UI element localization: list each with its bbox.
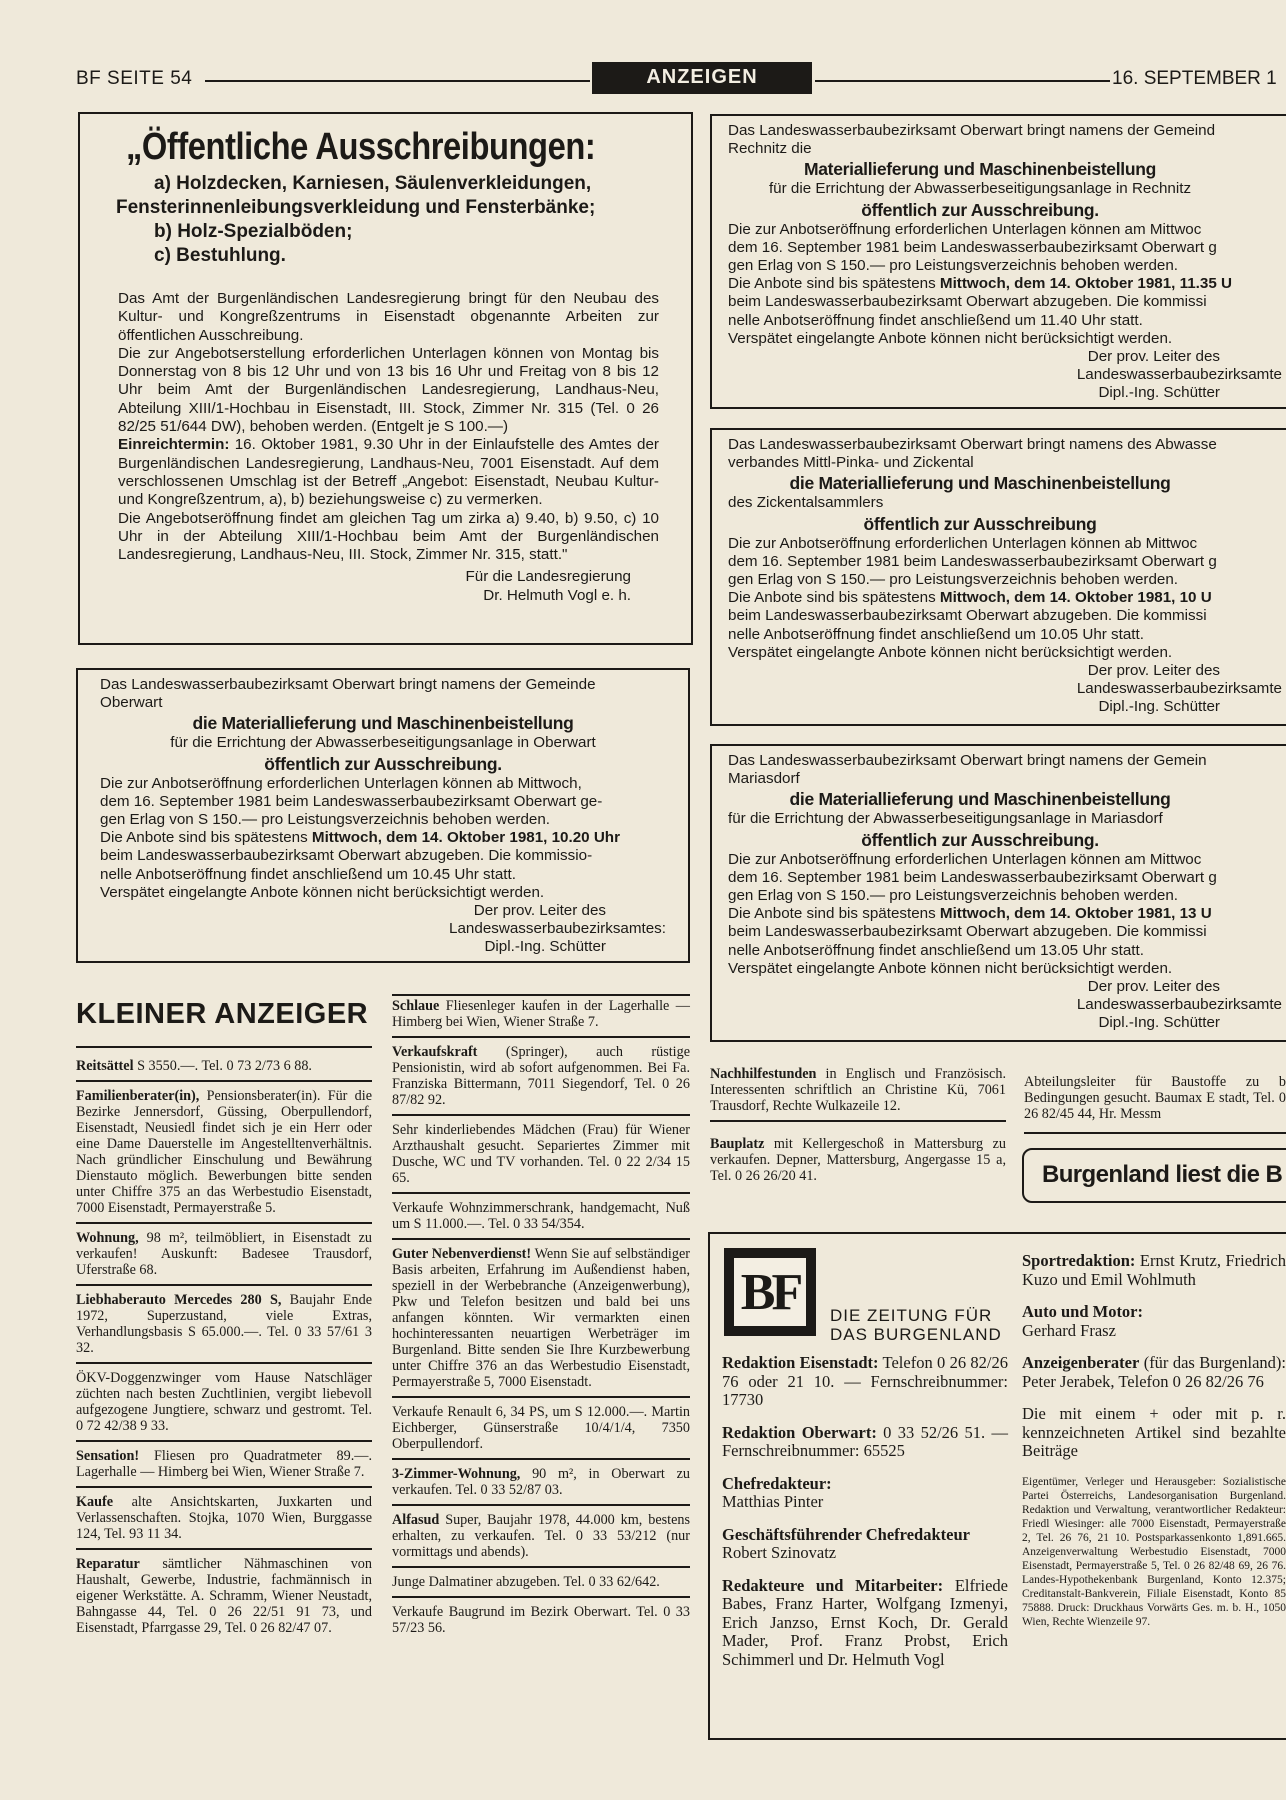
ad-text: Fliesen pro Quadratmeter 89.—. Lagerhalle — Himberg bei Wien, Wiener Straße 7. xyxy=(76,1448,372,1480)
bf-logo: BF xyxy=(732,1256,808,1328)
ad-text: Verkaufe Baugrund im Bezirk Oberwart. Tel. 0 33 57/23 56. xyxy=(392,1604,690,1636)
ad-deadline xyxy=(728,275,1272,293)
ad-headline: Materiallieferung und Maschinenbeistellung xyxy=(803,159,1157,180)
classified-ad xyxy=(710,1122,1006,1190)
ad-line: dem 16. September 1981 beim Landeswasserbaubezirksamt Oberwart g xyxy=(728,868,1217,886)
classified-ad xyxy=(76,1488,372,1550)
ad-intro: Oberwart xyxy=(100,694,163,712)
impressum-label: Redaktion Oberwart: xyxy=(722,1422,877,1442)
ad-purpose: für die Errichtung der Abwasserbeseitigungsanlage in Oberwart xyxy=(170,734,596,752)
ad-line: Die Anbote sind bis spätestens xyxy=(728,905,940,923)
ad-intro: Das Landeswasserbaubezirksamt Oberwart bringt namens der Gemein xyxy=(728,752,1207,769)
ad-text: Verkaufe Wohnzimmerschrank, handgemacht, Nuß um S 11.000.—. Tel. 0 33 54/354. xyxy=(392,1200,690,1232)
signature-line: Landeswasserbaubezirksamte xyxy=(1076,996,1282,1014)
main-ad-subtitles xyxy=(116,172,659,268)
classified-ad xyxy=(392,1506,690,1568)
header-rule-left xyxy=(205,80,590,82)
classified-ad xyxy=(392,1116,690,1194)
classified-ad xyxy=(392,1398,690,1460)
ad-deadline xyxy=(728,589,1272,607)
ad-line: Die zur Anbotseröffnung erforderlichen Unterlagen können am Mittwoc xyxy=(728,850,1202,868)
subtitle-b: b) Holz-Spezialböden; xyxy=(154,221,353,242)
ad-keyword: Reitsättel xyxy=(76,1058,134,1074)
impressum-text: Telefon 0 26 82/26 76 oder 21 10. — Fernschreibnummer: 17730 xyxy=(722,1353,1008,1409)
paragraph xyxy=(118,436,659,509)
signature-line: Für die Landesregierung xyxy=(465,568,631,586)
classified-ad xyxy=(392,1568,690,1598)
ad-text: Super, Baujahr 1978, 44.000 km, bestens erhalten, zu verkaufen. Tel. 0 33 53/212 (nur vormittags und abends). xyxy=(392,1512,690,1560)
ad-text: mit Kellergeschoß in Mattersburg zu verkaufen. Depner, Mattersburg, Angergasse 15 a, Tel. 0 26 26/20 41. xyxy=(710,1136,1006,1184)
ad-deadline-date: Mittwoch, dem 14. Oktober 1981, 13 U xyxy=(939,905,1212,923)
impressum-label: Anzeigenberater xyxy=(1022,1353,1140,1372)
classified-ad xyxy=(76,1082,372,1224)
ad-keyword: Kaufe xyxy=(76,1494,114,1510)
classified-ad xyxy=(392,1194,690,1240)
ad-line: Die Anbote sind bis spätestens xyxy=(728,589,940,607)
main-tender-ad xyxy=(78,112,693,645)
ad-text: Pensionsberater(in). Für die Bezirke Jennersdorf, Güssing, Oberpullendorf, Eisenstadt, Neusiedl findet sich je ein Herr oder eine Dame Dauerstelle im Angestelltenverhältnis. Nach gründlicher Einschulung und Bewährung Dienstauto möglich. Bewerbungen bitte senden unter Chiffre 375 an das Werbestudio Eisenstadt, 7000 Eisenstadt, Permayerstraße 5. xyxy=(76,1088,372,1216)
label: Einreichtermin: xyxy=(118,436,230,454)
impressum-left xyxy=(722,1354,1008,1683)
impressum-label: Redakteure und Mitarbeiter: xyxy=(722,1575,944,1595)
classified-ad xyxy=(76,1550,372,1642)
ad-line: gen Erlag von S 150.— pro Leistungsverzeichnis behoben werden. xyxy=(100,811,551,829)
subtitle-c: c) Bestuhlung. xyxy=(154,245,286,266)
impressum-entry xyxy=(1022,1303,1286,1340)
signature-name: Dr. Helmuth Vogl e. h. xyxy=(483,586,631,604)
impressum-text: (für das Burgenland): Peter Jerabek, Telefon 0 26 82/26 76 xyxy=(1022,1353,1286,1391)
signature xyxy=(118,568,631,605)
divider xyxy=(76,1046,372,1048)
classified-ad xyxy=(76,1442,372,1488)
ad-text: 98 m², teilmöbliert, in Eisenstadt zu verkaufen! Auskunft: Badesee Trausdorf, Uferstraße 68. xyxy=(76,1230,372,1278)
ad-line: Verspätet eingelangte Anbote können nicht berücksichtigt werden. xyxy=(728,643,1173,661)
classified-ad xyxy=(710,1066,1006,1122)
ad-line: nelle Anbotseröffnung findet anschließend um 10.45 Uhr statt. xyxy=(100,865,516,883)
impressum-text: Ernst Krutz, Friedrich Kuzo und Emil Wohlmuth xyxy=(1022,1251,1286,1289)
page-date: 16. SEPTEMBER 1 xyxy=(1112,68,1277,89)
main-ad-body xyxy=(118,290,659,605)
ad-line: nelle Anbotseröffnung findet anschließend um 10.05 Uhr statt. xyxy=(728,625,1144,643)
impressum-text: Matthias Pinter xyxy=(722,1492,824,1511)
signature-line: Landeswasserbaubezirksamtes: xyxy=(449,920,666,938)
ad-purpose: für die Errichtung der Abwasserbeseitigungsanlage in Rechnitz xyxy=(768,180,1192,198)
ad-headline: die Materiallieferung und Maschinenbeistellung xyxy=(789,473,1171,494)
ad-text: (Springer), auch rüstige Pensionistin, wird ab sofort aufgenommen. Bei Fa. Franziska Bittermann, 7011 Siegendorf, Tel. 0 26 87/82 92. xyxy=(392,1044,690,1108)
ad-keyword: 3-Zimmer-Wohnung, xyxy=(392,1466,521,1482)
ad-line: nelle Anbotseröffnung findet anschließend um 13.05 Uhr statt. xyxy=(728,941,1144,959)
ad-intro: Das Landeswasserbaubezirksamt Oberwart bringt namens der Gemeind xyxy=(728,122,1216,139)
ad-keyword: Nachhilfestunden xyxy=(710,1066,817,1082)
ad-purpose: des Zickentalsammlers xyxy=(728,494,884,512)
impressum-entry xyxy=(1022,1405,1286,1461)
paragraph: Das Amt der Burgenländischen Landesregierung bringt für den Neubau des Kultur- und Kongreßzentrums in Eisenstadt obgenannte Arbeiten zur öffentlichen Ausschreibung. xyxy=(118,290,659,344)
ad-keyword: Familienberater(in), xyxy=(76,1088,200,1104)
ad-text: Sehr kinderliebendes Mädchen (Frau) für Wiener Arzthaushalt gesucht. Separiertes Zimmer mit Dusche, WC und TV vorhanden. Tel. 0 22 2/34 15 65. xyxy=(392,1122,690,1186)
impressum-label: Sportredaktion: xyxy=(1022,1251,1136,1270)
ad-line: gen Erlag von S 150.— pro Leistungsverzeichnis behoben werden. xyxy=(728,571,1179,589)
ad-line: beim Landeswasserbaubezirksamt Oberwart abzugeben. Die kommissi xyxy=(728,293,1207,311)
ad-intro: Rechnitz die xyxy=(728,140,812,158)
impressum-label: Chefredakteur: xyxy=(722,1473,832,1493)
header-rule-right xyxy=(815,80,1110,82)
ad-deadline-date: Mittwoch, dem 14. Oktober 1981, 11.35 U xyxy=(939,275,1232,293)
ad-keyword: Schlaue xyxy=(392,998,440,1014)
signature-line: Landeswasserbaubezirksamte xyxy=(1076,366,1282,384)
ad-text: alte Ansichtskarten, Juxkarten und Verlassenschaften. Stojka, 1070 Wien, Burggasse 124, Tel. 93 11 34. xyxy=(76,1494,372,1542)
ad-keyword: Bauplatz xyxy=(710,1136,765,1152)
paragraph: Die zur Angebotserstellung erforderlichen Unterlagen können von Montag bis Donnerstag von 8 bis 12 Uhr und von 13 bis 16 Uhr und Freitag von 8 bis 12 Uhr beim Amt der Burgenländischen Landesregierung, Landhaus-Neu, Abteilung XIII/1-Hochbau in Eisenstadt, III. Stock, Zimmer Nr. 315 (Tel. 0 26 82/25 51/644 DW), behoben werden. (Entgelt je S 100.—) xyxy=(118,344,659,436)
tender-ad-mariasdorf xyxy=(710,744,1286,1042)
classified-ad xyxy=(392,1240,690,1398)
ad-line: Die Anbote sind bis spätestens xyxy=(728,275,940,293)
impressum-label: Redaktion Eisenstadt: xyxy=(722,1353,879,1372)
signature-line: Landeswasserbaubezirksamte xyxy=(1076,680,1282,698)
ad-keyword: Sensation! xyxy=(76,1448,140,1464)
tender-ad-zickental xyxy=(710,428,1286,726)
ad-line: Die zur Anbotseröffnung erforderlichen Unterlagen können ab Mittwoc xyxy=(728,534,1198,552)
signature-name: Dipl.-Ing. Schütter xyxy=(1098,384,1220,402)
ad-text: Verkaufe Renault 6, 34 PS, um S 12.000.—. Martin Eichberger, Günserstraße 10/4/1/4, 7350 Oberpullendorf. xyxy=(392,1404,690,1452)
ad-deadline xyxy=(728,905,1272,923)
impressum-entry xyxy=(1022,1354,1286,1391)
ad-line: dem 16. September 1981 beim Landeswasserbaubezirksamt Oberwart g xyxy=(728,238,1217,256)
ad-text: sämtlicher Nähmaschinen von Haushalt, Gewerbe, Industrie, fachmännisch in eigener Werkstätte. A. Schramm, Wiener Neustadt, Bahngasse 44, Tel. 0 26 22/51 91 73, und Eisenstadt, Pfarrgasse 29, Tel. 0 26 82/47 07. xyxy=(76,1556,372,1636)
ad-text: ÖKV-Doggenzwinger vom Hause Natschläger züchten nach besten Zuchtlinien, vergibt liebevoll aufgezogene Jungtiere, schwarz und gestromt. Tel. 0 72 42/38 9 33. xyxy=(76,1370,372,1434)
section-badge: ANZEIGEN xyxy=(592,62,812,94)
ad-deadline xyxy=(100,829,666,847)
ad-headline: öffentlich zur Ausschreibung xyxy=(863,513,1097,534)
ad-line: beim Landeswasserbaubezirksamt Oberwart abzugeben. Die kommissi xyxy=(728,607,1207,625)
newspaper-tagline xyxy=(830,1306,1002,1344)
ad-text: Baujahr Ende 1972, Superzustand, viele Extras, Verhandlungsbasis S 65.000.—. Tel. 0 33 57/61 3 32. xyxy=(76,1292,372,1356)
impressum-text: Die mit einem + oder mit p. r. kennzeichneten Artikel sind bezahlte Beiträge xyxy=(1022,1404,1286,1460)
ad-keyword: Wohnung, xyxy=(76,1230,139,1246)
ad-headline: die Materiallieferung und Maschinenbeistellung xyxy=(789,789,1171,810)
paragraph: Die Angebotseröffnung findet am gleichen Tag um zirka a) 9.40, b) 9.50, c) 10 Uhr in der Abteilung XIII/1-Hochbau beim Amt der Burgenländischen Landesregierung, Landhaus-Neu, III. Stock, Zimmer Nr. 315, statt." xyxy=(118,509,659,564)
ad-line: dem 16. September 1981 beim Landeswasserbaubezirksamt Oberwart g xyxy=(728,552,1217,570)
ad-text: Junge Dalmatiner abzugeben. Tel. 0 33 62/642. xyxy=(392,1574,660,1590)
classified-ad xyxy=(1024,1074,1286,1134)
impressum-right xyxy=(1022,1252,1286,1629)
impressum-entry xyxy=(722,1526,1008,1563)
tagline-line: DIE ZEITUNG FÜR xyxy=(830,1306,993,1325)
ad-line: beim Landeswasserbaubezirksamt Oberwart abzugeben. Die kommissi xyxy=(728,923,1207,941)
classified-ad xyxy=(76,1058,372,1082)
classifieds-column-4 xyxy=(1024,1074,1286,1134)
ad-deadline-date: Mittwoch, dem 14. Oktober 1981, 10 U xyxy=(939,589,1212,607)
classified-ad xyxy=(392,998,690,1038)
ad-keyword: Alfasud xyxy=(392,1512,440,1528)
impressum-text: 0 33 52/26 51. — Fernschreibnummer: 65525 xyxy=(722,1422,1008,1460)
ad-line: Die zur Anbotseröffnung erforderlichen Unterlagen können ab Mittwoch, xyxy=(100,774,582,792)
classified-ad xyxy=(392,1038,690,1116)
subtitle-a: a) Holzdecken, Karniesen, Säulenverkleidungen, xyxy=(154,173,592,194)
ad-intro: Das Landeswasserbaubezirksamt Oberwart bringt namens des Abwasse xyxy=(728,436,1217,453)
paragraph-text: 16. Oktober 1981, 9.30 Uhr in der Einlaufstelle des Amtes der Burgenländischen Landesregierung, Landhaus-Neu, 7001 Eisenstadt. Auf dem verschlossenen Umschlag ist der Betreff „Angebot: Eisenstadt, Neubau Kultur- und Kongreßzentrum, a), b) beziehungsweise c) zu vermerken. xyxy=(118,436,659,509)
ad-line: nelle Anbotseröffnung findet anschließend um 11.40 Uhr statt. xyxy=(728,311,1143,329)
ad-text: in Englisch und Französisch. Interessenten schriftlich an Christine Kü, 7061 Trausdorf, Rechte Wulkazeile 12. xyxy=(710,1066,1006,1114)
ad-text: 90 m², in Oberwart zu verkaufen. Tel. 0 33 52/87 03. xyxy=(392,1466,690,1498)
impressum-text: Elfriede Babes, Franz Harter, Wolfgang Izmenyi, Erich Janzso, Ernst Koch, Dr. Gerald Mader, Prof. Franz Probst, Erich Schimmerl und Dr. Helmuth Vogl xyxy=(722,1575,1008,1669)
impressum-label: Auto und Motor: xyxy=(1022,1302,1144,1321)
ad-line: Verspätet eingelangte Anbote können nicht berücksichtigt werden. xyxy=(728,329,1173,347)
signature-name: Dipl.-Ing. Schütter xyxy=(1098,1014,1220,1032)
impressum-label: Geschäftsführender Chefredakteur xyxy=(722,1524,970,1544)
ad-headline: öffentlich zur Ausschreibung. xyxy=(264,753,502,774)
tagline-line: DAS BURGENLAND xyxy=(830,1325,1002,1344)
classifieds-column-2 xyxy=(392,998,690,1642)
impressum-entry xyxy=(722,1354,1008,1410)
ad-line: Die zur Anbotseröffnung erforderlichen Unterlagen können am Mittwoc xyxy=(728,220,1202,238)
signature-line: Der prov. Leiter des xyxy=(1087,662,1220,680)
classified-ad xyxy=(392,1460,690,1506)
ad-line: gen Erlag von S 150.— pro Leistungsverzeichnis behoben werden. xyxy=(728,887,1179,905)
impressum-entry xyxy=(1022,1252,1286,1289)
classified-ad xyxy=(392,1598,690,1642)
burgenland-promo: Burgenland liest die B xyxy=(1022,1148,1286,1203)
ad-text: S 3550.—. Tel. 0 73 2/73 6 88. xyxy=(133,1058,312,1074)
publisher-info: Eigentümer, Verleger und Herausgeber: Sozialistische Partei Österreichs, Landesorganisation Burgenland. Redaktion und Verwaltung, verantwortlicher Redakteur: Friedl Wiesinger: alle 7000 Eisenstadt, Permayerstraße 2, Tel. 26 76, 21 10. Postsparkassenkonto 1,891.665. Anzeigenverwaltung Werbestudio Eisenstadt, 7000 Eisenstadt, Permayerstraße 5, Tel. 0 26 82/48 69, 26 76. Landes-Hypothekenbank Burgenland, Konto 12.375; Creditanstalt-Bankverein, Filiale Eisenstadt, Konto 85 75888. Druck: Druckhaus Vorwärts Ges. m. b. H., 1050 Wien, Rechte Wienzeile 97. xyxy=(1022,1475,1286,1628)
signature-line: Der prov. Leiter des xyxy=(1087,348,1220,366)
impressum-text: Gerhard Frasz xyxy=(1022,1320,1116,1340)
impressum-entry xyxy=(722,1424,1008,1461)
ad-keyword: Guter Nebenverdienst! xyxy=(392,1246,532,1262)
main-ad-title: „Öffentliche Ausschreibungen: xyxy=(126,126,596,168)
ad-deadline-date: Mittwoch, dem 14. Oktober 1981, 10.20 Uhr xyxy=(311,829,620,847)
signature-line: Der prov. Leiter des xyxy=(1087,978,1220,996)
signature-name: Dipl.-Ing. Schütter xyxy=(1098,698,1220,716)
classifieds-column-3 xyxy=(710,1066,1006,1190)
signature-name: Dipl.-Ing. Schütter xyxy=(484,938,606,956)
impressum-entry xyxy=(722,1577,1008,1670)
ad-intro: Mariasdorf xyxy=(728,770,800,788)
ad-line: Die Anbote sind bis spätestens xyxy=(100,829,312,847)
ad-text: Wenn Sie auf selbständiger Basis arbeiten, Erfahrung im Außendienst haben, speziell in der Werbebranche (Anzeigenwerbung), Pkw und Telefon besitzen und bald bei uns anfangen könnten. Wir vermarkten einen hochinteressanten neuartigen Werbeträger im Burgenland. Bitte senden Sie Ihre Kurzbewerbung unter Chiffre 376 an das Werbestudio Eisenstadt, Permayerstraße 5, 7000 Eisenstadt. xyxy=(392,1246,690,1390)
tender-ad-rechnitz xyxy=(710,114,1286,409)
ad-headline: die Materiallieferung und Maschinenbeistellung xyxy=(192,713,574,734)
ad-line: beim Landeswasserbaubezirksamt Oberwart abzugeben. Die kommissio- xyxy=(100,847,593,865)
ad-line: Verspätet eingelangte Anbote können nicht berücksichtigt werden. xyxy=(728,959,1173,977)
classifieds-title: KLEINER ANZEIGER xyxy=(76,998,369,1030)
ad-text: Abteilungsleiter für Baustoffe zu b Bedingungen gesucht. Baumax E stadt, Tel. 0 26 82/45 44, Hr. Messm xyxy=(1024,1074,1286,1122)
ad-keyword: Reparatur xyxy=(76,1556,140,1572)
signature-line: Der prov. Leiter des xyxy=(473,902,606,920)
impressum-entry xyxy=(722,1475,1008,1512)
ad-keyword: Verkaufskraft xyxy=(392,1044,478,1060)
ad-line: dem 16. September 1981 beim Landeswasserbaubezirksamt Oberwart ge- xyxy=(100,792,603,810)
tender-ad-oberwart xyxy=(76,668,690,963)
ad-intro: verbandes Mittl-Pinka- und Zickental xyxy=(728,454,974,472)
page-label: BF SEITE 54 xyxy=(76,68,193,89)
classified-ad xyxy=(76,1224,372,1286)
subtitle-a2: Fensterinnenleibungsverkleidung und Fensterbänke; xyxy=(116,197,596,218)
classifieds-column-1 xyxy=(76,1058,372,1642)
ad-line: Verspätet eingelangte Anbote können nicht berücksichtigt werden. xyxy=(100,883,545,901)
ad-intro: Das Landeswasserbaubezirksamt Oberwart bringt namens der Gemeinde xyxy=(100,676,596,693)
ad-line: gen Erlag von S 150.— pro Leistungsverzeichnis behoben werden. xyxy=(728,257,1179,275)
classified-ad xyxy=(76,1286,372,1364)
impressum-text: Robert Szinovatz xyxy=(722,1543,837,1562)
ad-headline: öffentlich zur Ausschreibung. xyxy=(861,199,1099,220)
ad-headline: öffentlich zur Ausschreibung. xyxy=(861,829,1099,850)
ad-text: Fliesenleger kaufen in der Lagerhalle — Himberg bei Wien, Wiener Straße 7. xyxy=(392,998,690,1030)
classified-ad xyxy=(76,1364,372,1442)
ad-purpose: für die Errichtung der Abwasserbeseitigungsanlage in Mariasdorf xyxy=(728,810,1163,828)
divider xyxy=(392,994,690,996)
ad-keyword: Liebhaberauto Mercedes 280 S, xyxy=(76,1292,282,1308)
